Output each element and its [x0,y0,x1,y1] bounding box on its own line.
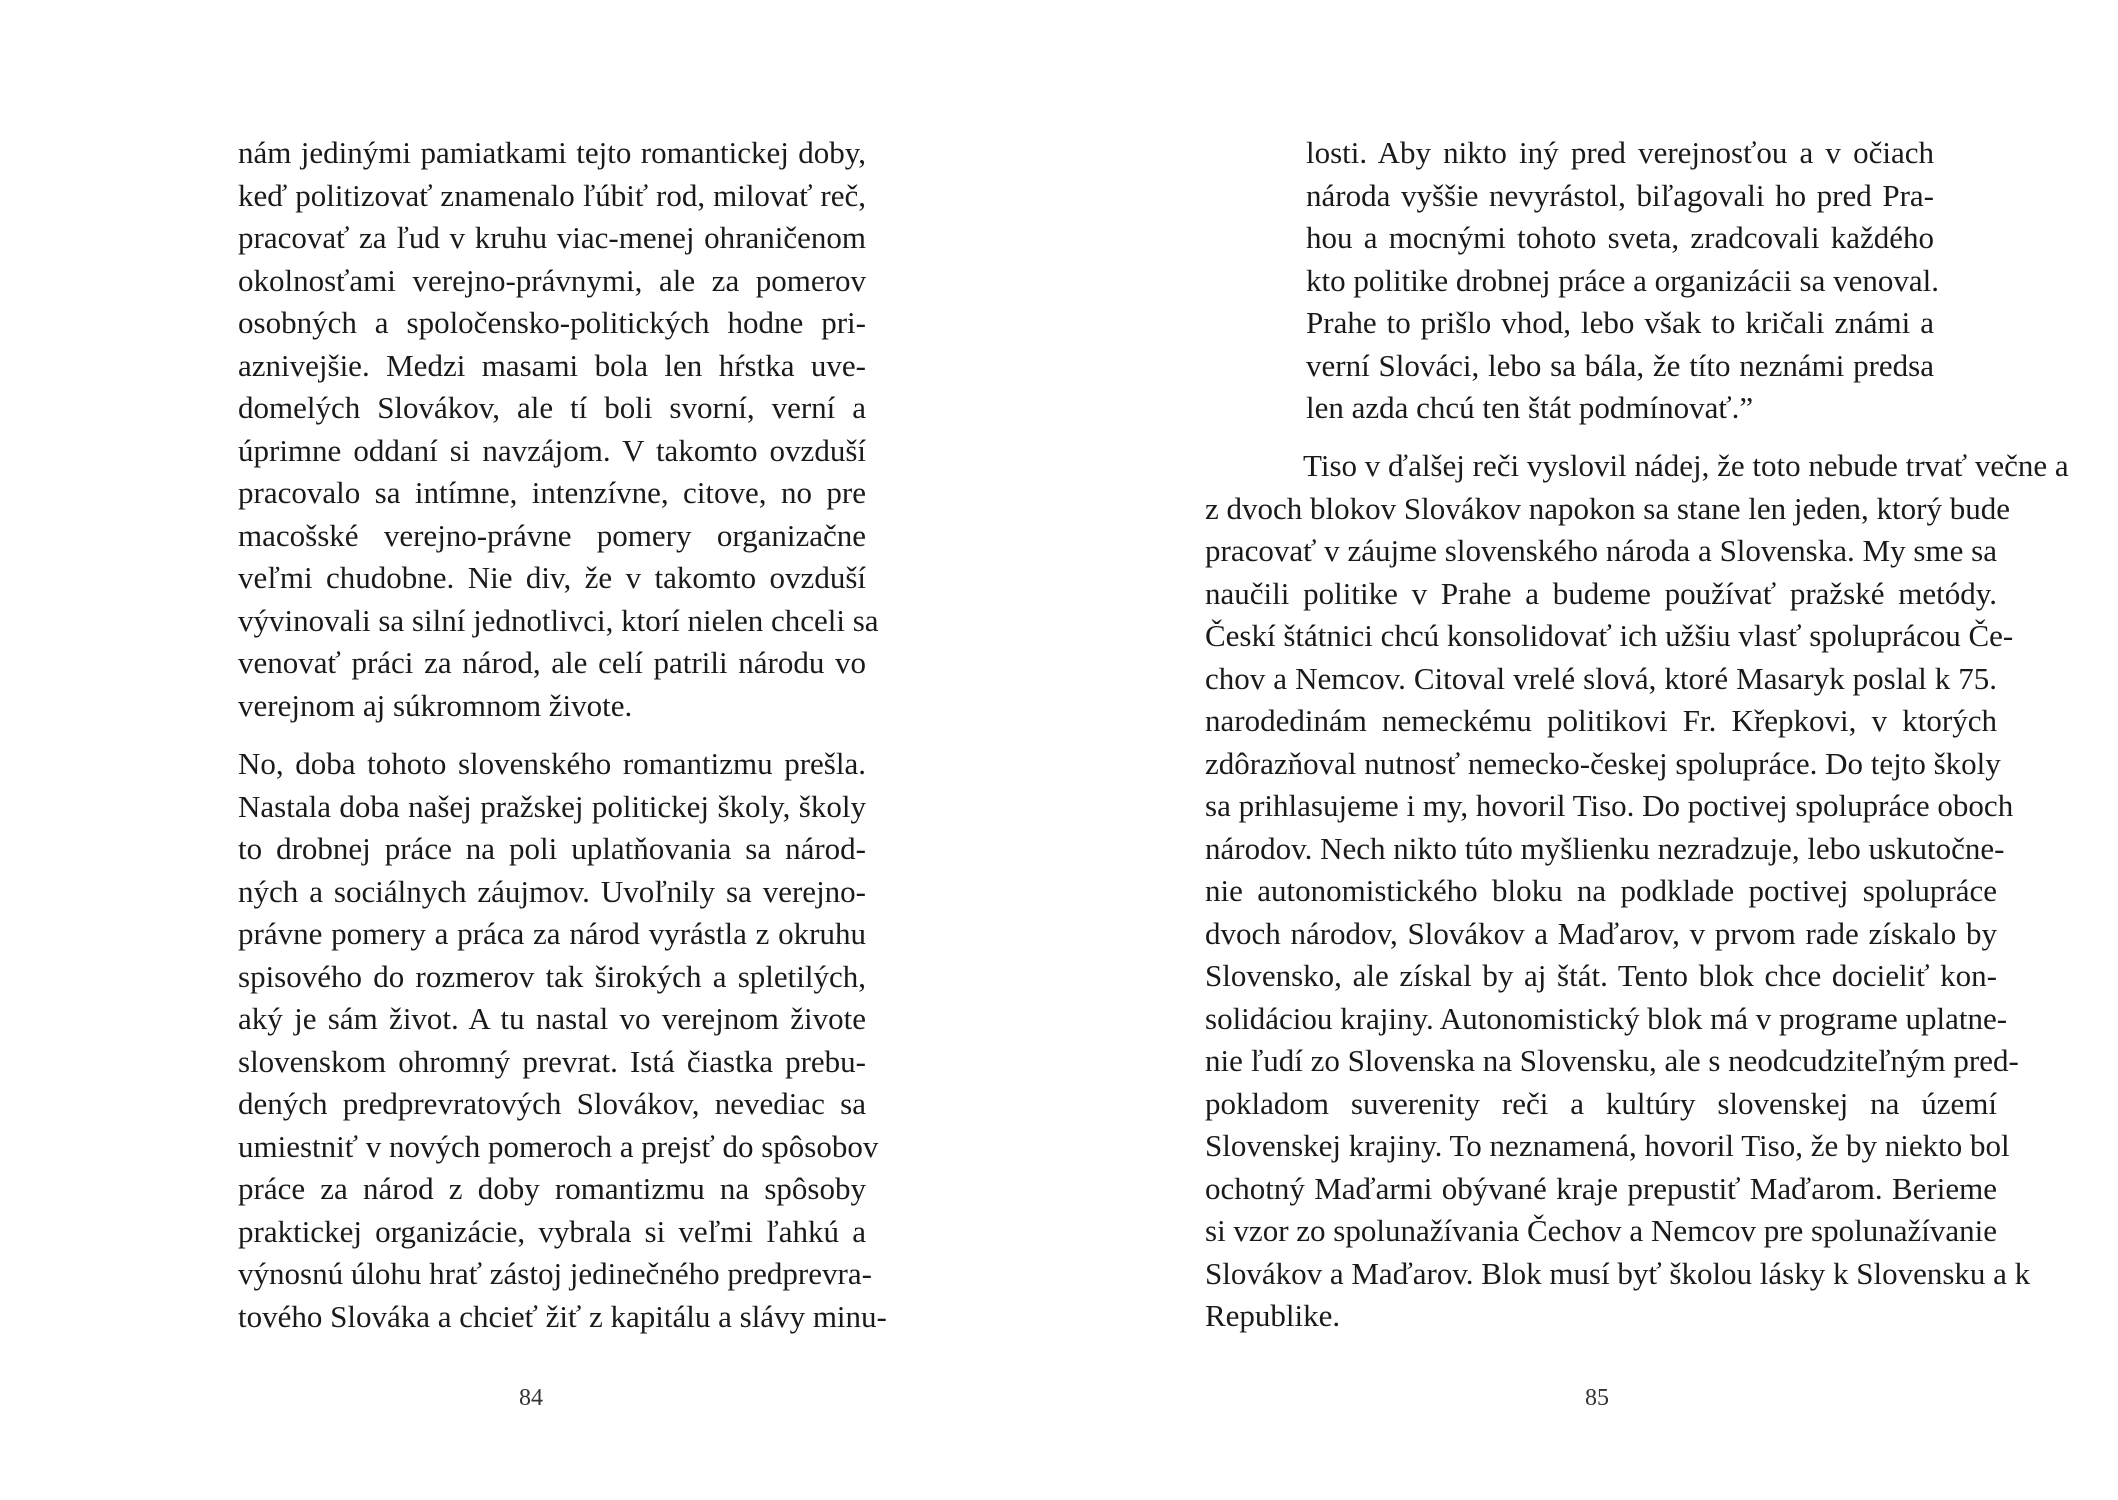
text-line: umiestniť v nových pomeroch a prejsť do spôsobov [238,1128,879,1164]
page-number-left: 84 [519,1385,543,1411]
text-line: to drobnej práce na poli uplatňovania sa národ- [238,831,866,866]
text-line: pokladom suverenity reči a kultúry slovenskej na území [1205,1085,1997,1121]
text-line: nie autonomistického bloku na podklade poctivej spolupráce [1205,873,1997,908]
text-line: aký je sám život. A tu nastal vo verejnom živote [238,1001,866,1036]
text-line: úprimne oddaní si navzájom. V takomto ovzduší [238,432,866,468]
text-line: chov a Nemcov. Citoval vrelé slová, ktoré Masaryk poslal k 75. [1205,660,1997,696]
text-line: dených predprevratových Slovákov, nevediac sa [238,1086,866,1121]
text-line: spisového do rozmerov tak širokých a spletilých, [238,958,866,994]
text-line: Tiso v ďalšej reči vyslovil nádej, že toto nebude trvať večne a [1303,448,2069,483]
right-page [1059,0,2118,1500]
text-line: aznivejšie. Medzi masami bola len hŕstka uve- [238,347,866,383]
text-line: keď politizovať znamenalo ľúbiť rod, milovať reč, [238,177,866,213]
text-line: z dvoch blokov Slovákov napokon sa stane len jeden, ktorý bude [1205,490,2010,526]
text-line: nie ľudí zo Slovenska na Slovensku, ale s neodcudziteľným pred- [1205,1043,2019,1078]
text-line: sa prihlasujeme i my, hovoril Tiso. Do poctivej spolupráce oboch [1205,788,2014,823]
text-line: ochotný Maďarmi obývané kraje prepustiť Maďarom. Berieme [1205,1170,1997,1206]
text-line: naučili politike v Prahe a budeme používať pražské metódy. [1205,575,1997,611]
text-line: slovenskom ohromný prevrat. Istá čiastka prebu- [238,1043,866,1079]
text-line: macošské verejno-právne pomery organizačne [238,517,866,553]
text-line: okolnosťami verejno-právnymi, ale za pomerov [238,262,866,298]
text-line: Republike. [1205,1298,1341,1333]
text-line: praktickej organizácie, vybrala si veľmi ľahkú a [238,1213,866,1249]
text-line: vývinovali sa silní jednotlivci, ktorí nielen chceli sa [238,602,879,638]
text-line: Nastala doba našej pražskej politickej školy, školy [238,788,866,824]
text-line: zdôrazňoval nutnosť nemecko-českej spolupráce. Do tejto školy [1205,745,2001,781]
text-line: solidáciou krajiny. Autonomistický blok má v programe uplatne- [1205,1000,2008,1036]
left-page-body [238,132,887,1338]
text-line: verejnom aj súkromnom živote. [238,687,633,723]
right-page-body [1205,445,2069,1338]
text-line: osobných a spoločensko-politických hodne pri- [238,305,866,340]
text-line: kto politike drobnej práce a organizácii sa venoval. [1306,262,1939,298]
text-line: Slovákov a Maďarov. Blok musí byť školou lásky k Slovensku a k [1205,1255,2031,1291]
text-line: veľmi chudobne. Nie div, že v takomto ovzduší [238,560,866,595]
text-line: domelých Slovákov, ale tí boli svorní, verní a [238,390,866,425]
text-line: Prahe to prišlo vhod, lebo však to kričali známi a [1306,305,1934,340]
text-line: právne pomery a práca za národ vyrástla z okruhu [238,916,866,951]
text-line: pracovalo sa intímne, intenzívne, citove, no pre [238,475,866,510]
text-line: hou a mocnými tohoto sveta, zradcovali každého [1306,220,1934,255]
text-line: Slovenskej krajiny. To neznamená, hovoril Tiso, že by niekto bol [1205,1128,2010,1163]
text-line: nám jedinými pamiatkami tejto romantickej doby, [238,135,866,170]
text-line: národov. Nech nikto túto myšlienku nezradzuje, lebo uskutočne- [1205,830,2005,866]
text-line: narodedinám nemeckému politikovi Fr. Křepkovi, v ktorých [1205,703,1997,738]
text-line: verní Slováci, lebo sa bála, že títo neznámi predsa [1306,347,1934,383]
text-line: len azda chcú ten štát podmínovať.” [1306,390,1754,425]
left-paragraph-2 [238,743,887,1338]
text-line: tového Slováka a chcieť žiť z kapitálu a slávy minu- [238,1298,887,1334]
text-line: ných a sociálnych záujmov. Uvoľnily sa verejno- [238,873,866,909]
text-line: národa vyššie nevyrástol, biľagovali ho pred Pra- [1306,177,1934,213]
text-line: pracovať v záujme slovenského národa a Slovenska. My sme sa [1205,533,1997,568]
text-line: výnosnú úlohu hrať zástoj jedinečného predprevra- [238,1256,872,1291]
text-line: Českí štátnici chcú konsolidovať ich užšiu vlasť spoluprácou Če- [1205,618,2014,653]
left-paragraph-1 [238,132,879,727]
text-line: Slovensko, ale získal by aj štát. Tento blok chce docieliť kon- [1205,958,1997,993]
text-line: losti. Aby nikto iný pred verejnosťou a v očiach [1306,135,1934,170]
text-line: si vzor zo spolunažívania Čechov a Nemcov pre spolunažívanie [1205,1213,1997,1248]
text-line: práce za národ z doby romantizmu na spôsoby [238,1171,866,1206]
page-number-right: 85 [1585,1385,1609,1411]
text-line: No, doba tohoto slovenského romantizmu prešla. [238,746,866,781]
text-line: venovať práci za národ, ale celí patrili národu vo [238,645,866,680]
block-quote [1306,132,1939,430]
text-line: pracovať za ľud v kruhu viac-menej ohraničenom [238,220,866,255]
text-line: dvoch národov, Slovákov a Maďarov, v prvom rade získalo by [1205,915,1997,951]
